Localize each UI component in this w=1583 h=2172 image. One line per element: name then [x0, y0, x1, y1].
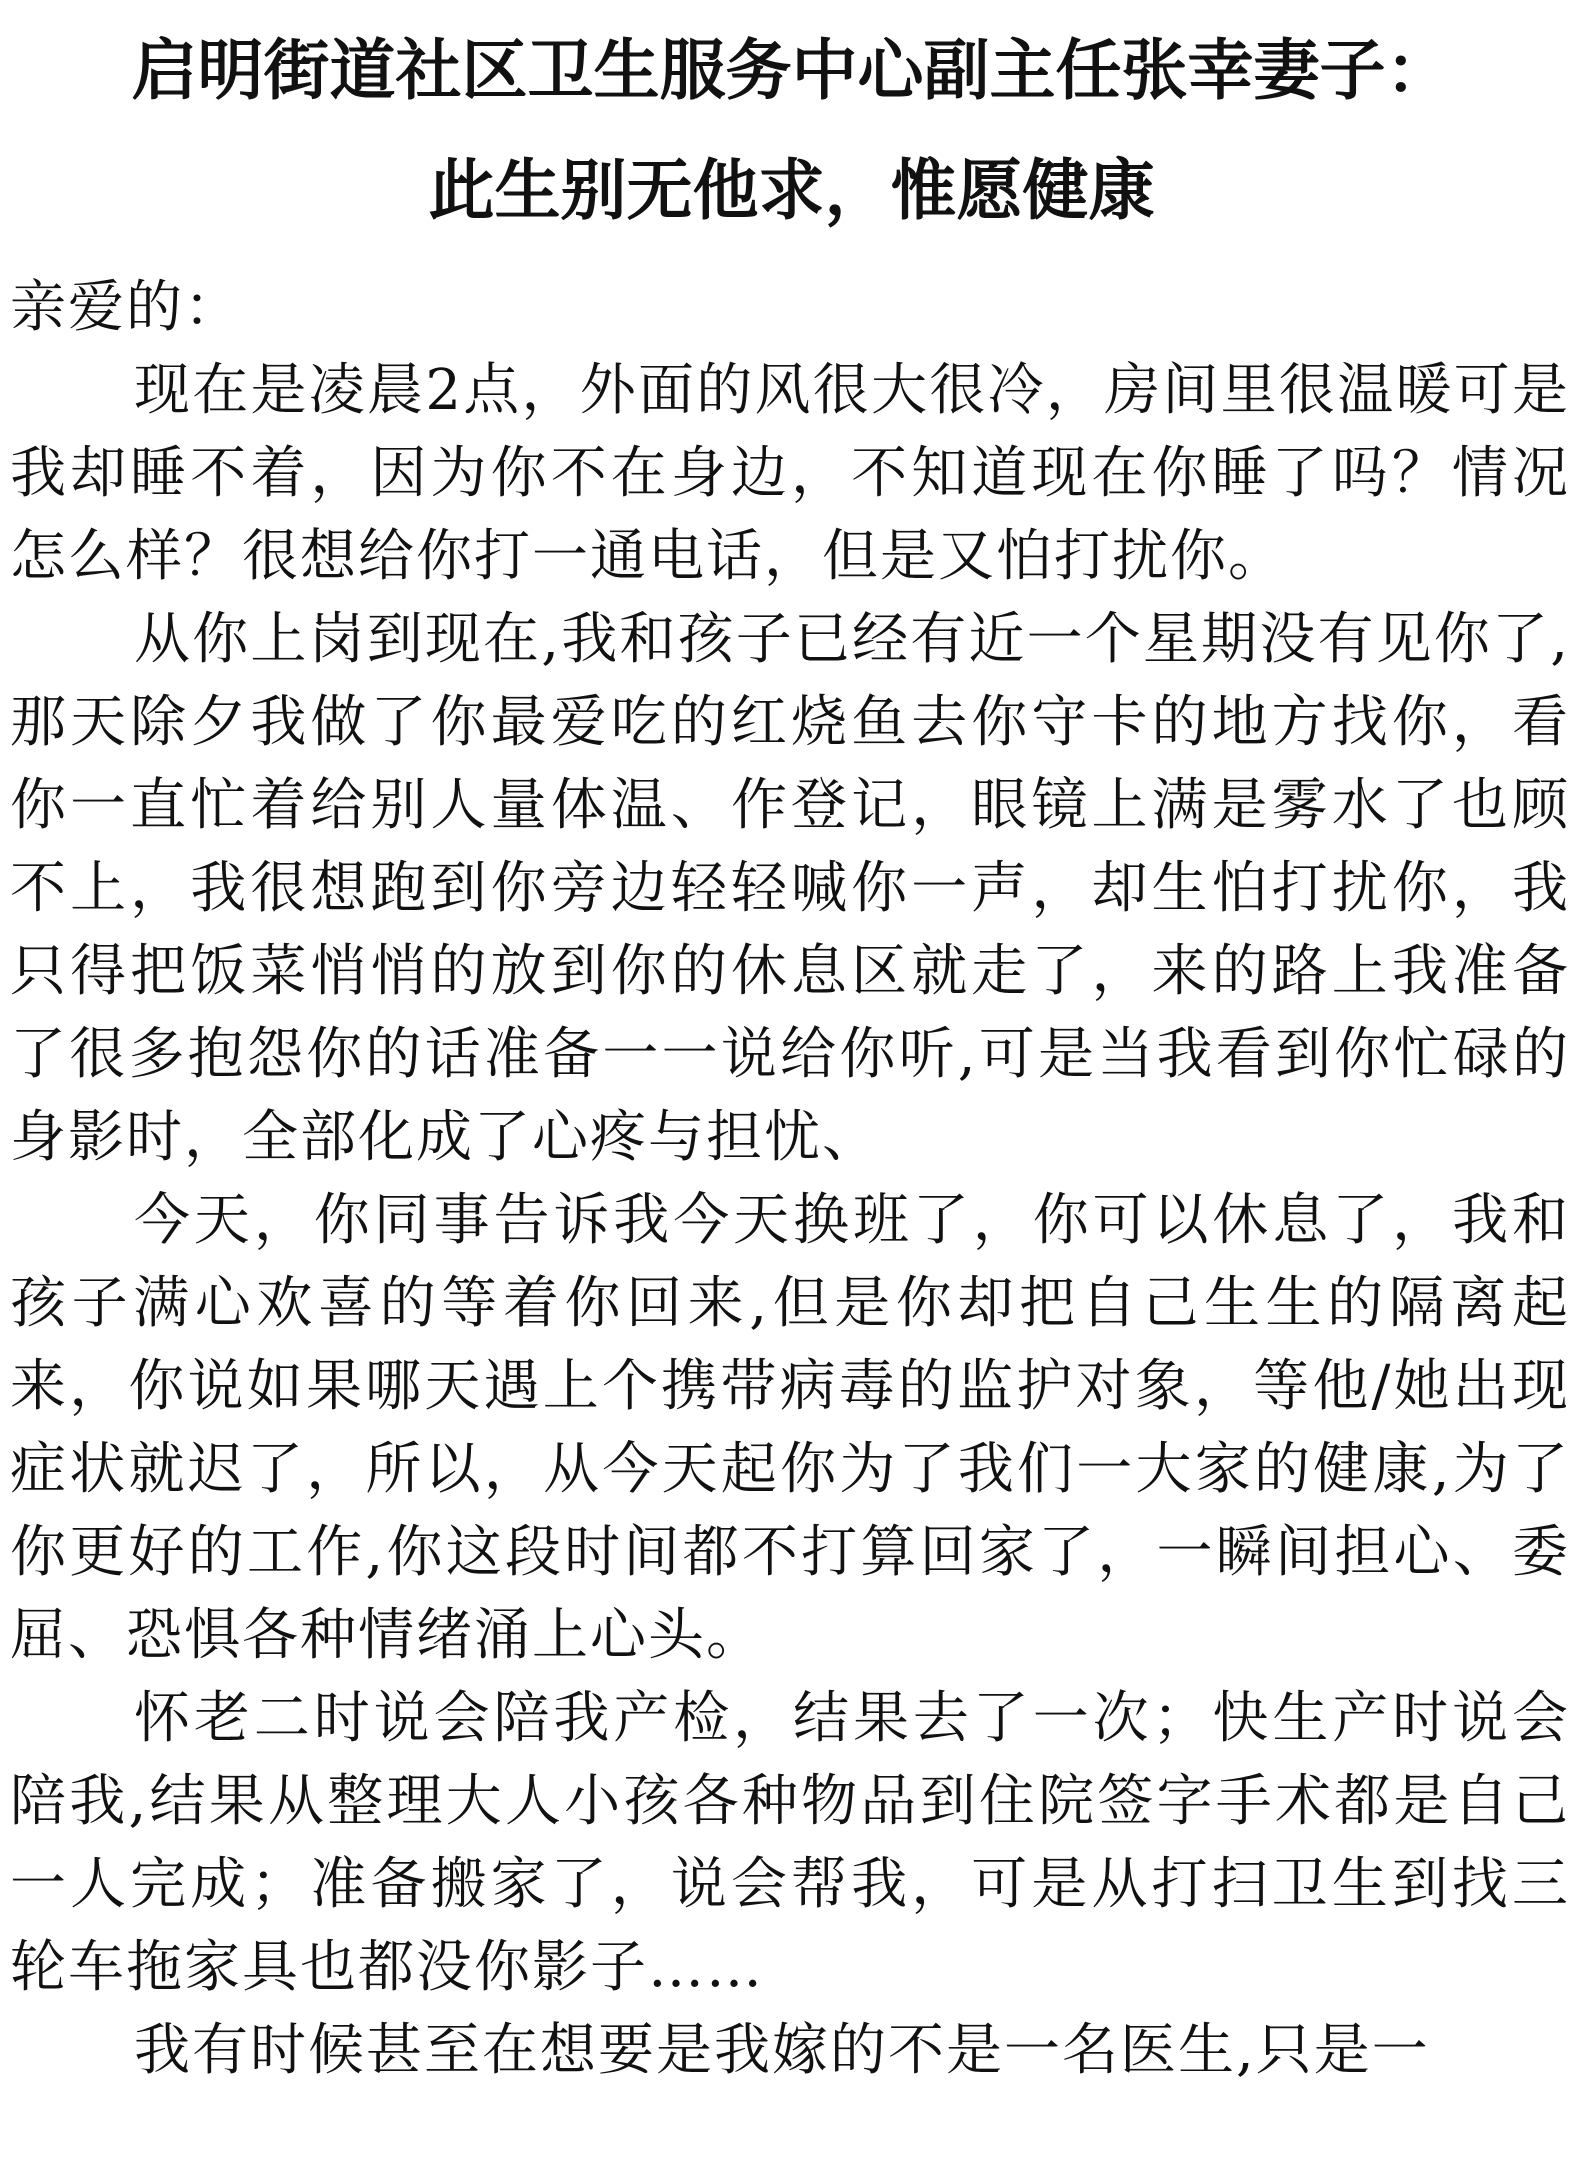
letter-greeting: 亲爱的： [10, 275, 242, 340]
letter-paragraph-5: 我有时候甚至在想要是我嫁的不是一名医生,只是一 [134, 2018, 1430, 2083]
letter-body [10, 266, 1570, 2092]
title-line-1: 启明街道社区卫生服务中心副主任张幸妻子： [131, 31, 1452, 109]
letter-paragraph-4: 怀老二时说会陪我产检，结果去了一次；快生产时说会陪我,结果从整理大人小孩各种物品到住院签字手术都是自己一人完成；准备搬家了，说会帮我，可是从打扫卫生到找三轮车拖家具也都没你影子…… [10, 1686, 1570, 2000]
title-line-2: 此生别无他求，惟愿健康 [428, 151, 1155, 229]
letter-paragraph-3: 今天，你同事告诉我今天换班了，你可以休息了，我和孩子满心欢喜的等着你回来,但是你却把自己生生的隔离起来，你说如果哪天遇上个携带病毒的监护对象，等他/她出现症状就迟了，所以，从今天起你为了我们一大家的健康,为了你更好的工作,你这段时间都不打算回家了，一瞬间担心、委屈、恐惧各种情绪涌上心头。 [10, 1188, 1570, 1668]
letter-paragraph-2: 从你上岗到现在,我和孩子已经有近一个星期没有见你了,那天除夕我做了你最爱吃的红烧鱼去你守卡的地方找你，看你一直忙着给别人量体温、作登记，眼镜上满是雾水了也顾不上，我很想跑到你旁边轻轻喊你一声，却生怕打扰你，我只得把饭菜悄悄的放到你的休息区就走了，来的路上我准备了很多抱怨你的话准备一一说给你听,可是当我看到你忙碌的身影时，全部化成了心疼与担忧、 [10, 607, 1570, 1170]
letter-paragraph-1: 现在是凌晨2点，外面的风很大很冷，房间里很温暖可是我却睡不着，因为你不在身边，不知道现在你睡了吗？情况怎么样？很想给你打一通电话，但是又怕打扰你。 [10, 358, 1570, 589]
